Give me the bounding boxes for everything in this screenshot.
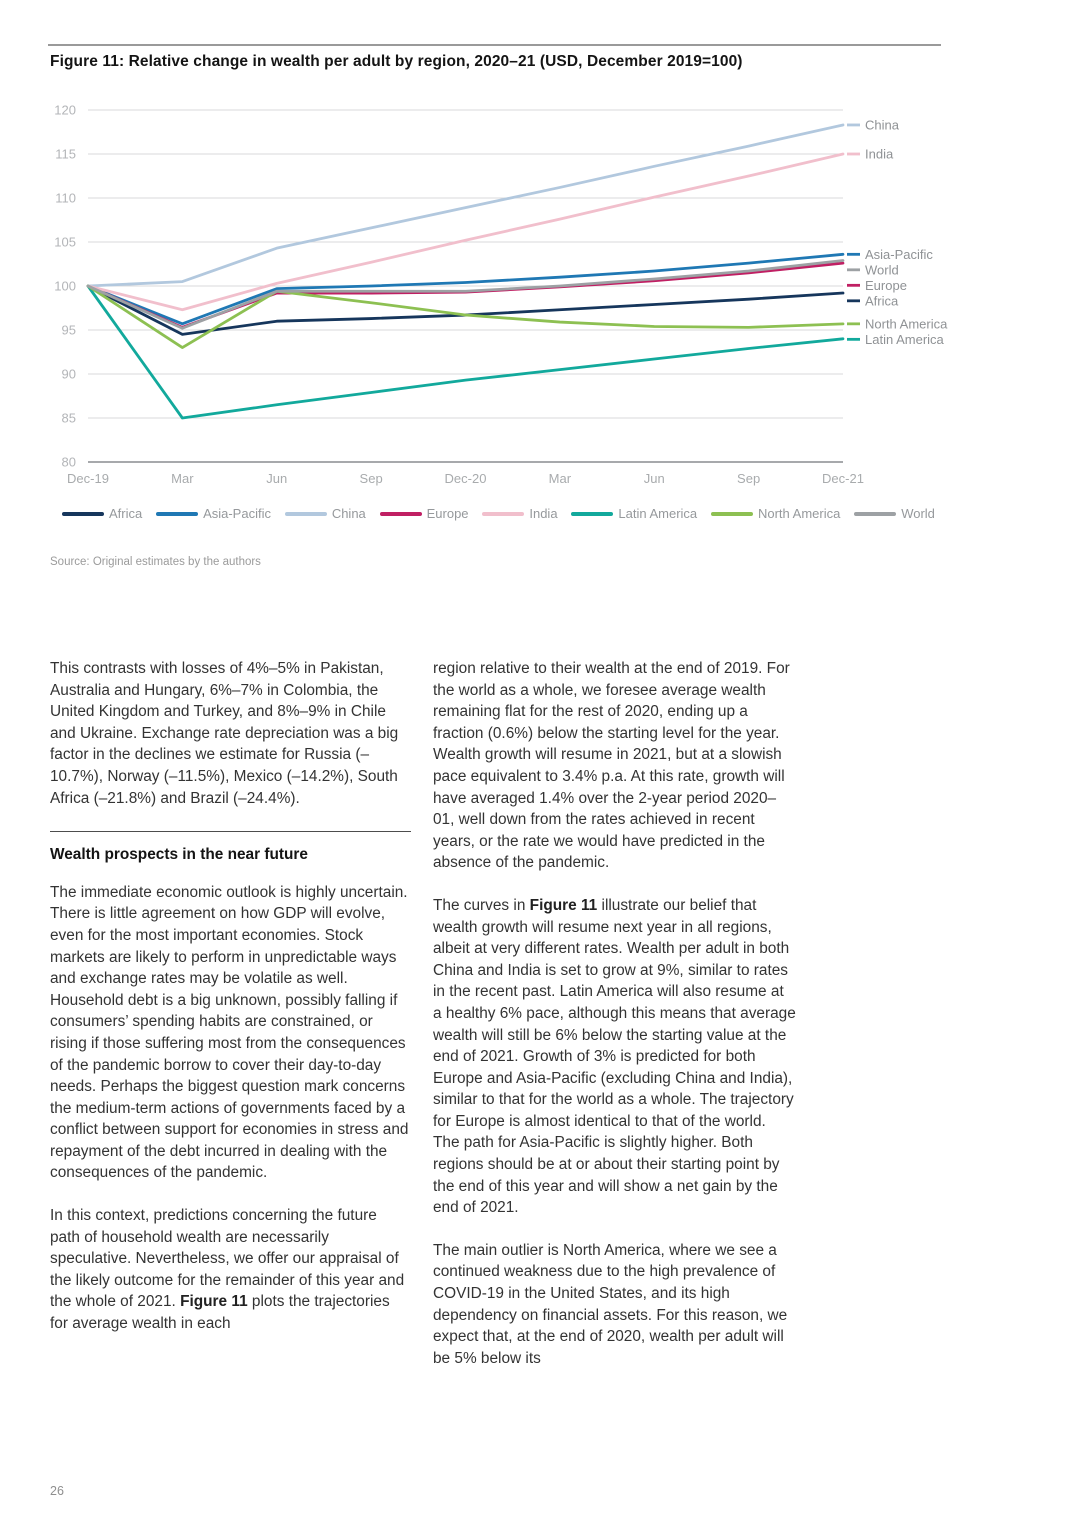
legend-label: China (331, 506, 366, 521)
legend-swatch-europe (380, 512, 422, 516)
line-chart (0, 95, 1080, 550)
legend-swatch-north-america (711, 512, 753, 516)
paragraph-text: region relative to their wealth at the end of 2019. For the world as a whole, we foresee average wealth remaining flat for the rest of 2020, ending up a fraction (0.6%) below the starting level for the year. Wealth growth will resume in 2021, but at a slowish pace equivalent to 3.4% p.a. At this rate, growth will have averaged 1.4% over the 2-year period 2020–01, well down from the rates achieved in recent years, or the rate we would have predicted in the absence of the pandemic. (433, 660, 790, 872)
legend-swatch-china (285, 512, 327, 516)
figure-chart (0, 95, 1080, 550)
paragraph-text: plots the trajectories for average wealth in each (50, 1293, 390, 1333)
series-end-label-china: China (865, 117, 899, 133)
paragraph-text: The immediate economic outlook is highly uncertain. There is little agreement on how GDP will evolve, even for the most important economies. Stock markets are likely to perform in unpredictable ways and exchange rates may be volatile as well. Household debt is a big unknown, possibly falling if consumers’ spending habits are constrained, or rising if those suffering most from the consequences of the pandemic borrow to cover their day-to-day needs. Perhaps the biggest question mark concerns the medium-term actions of governments faced by a conflict between support for economies in stress and repayment of the debt incurred in dealing with the consequences of the pandemic. (50, 883, 409, 1182)
legend-label: Asia-Pacific (203, 506, 271, 521)
series-end-label-north-america: North America (865, 316, 948, 332)
series-end-label-world: World (865, 262, 899, 278)
y-axis-tick-label: 90 (61, 366, 76, 382)
x-axis-tick-label: Dec-19 (67, 471, 109, 486)
figure-title: Figure 11: Relative change in wealth per adult by region, 2020–21 (USD, December 2019=100) (50, 53, 743, 70)
body-right-column (433, 658, 796, 1390)
x-axis-tick-label: Mar (171, 471, 194, 486)
page-number: 26 (50, 1484, 64, 1498)
legend-item-china (285, 506, 366, 521)
x-axis-tick-label: Jun (643, 471, 665, 486)
paragraph-text: The main outlier is North America, where we see a continued weakness due to the high prevalence of COVID-19 in the United States, and its high dependency on financial assets. For this reason, we expect that, at the end of 2020, wealth per adult will be 5% below its (433, 1241, 788, 1367)
legend-label: Europe (426, 506, 469, 521)
x-axis-tick-label: Dec-21 (822, 471, 864, 486)
legend-item-north-america (711, 506, 840, 521)
body-paragraph (433, 895, 796, 1219)
legend-label: India (529, 506, 558, 521)
section-heading: Wealth prospects in the near future (50, 831, 411, 866)
body-paragraph (50, 1205, 411, 1335)
chart-legend (62, 506, 935, 521)
body-paragraph (433, 1240, 796, 1370)
y-axis-tick-label: 120 (54, 102, 76, 118)
y-axis-tick-label: 105 (54, 234, 76, 250)
x-axis-tick-label: Mar (548, 471, 572, 486)
body-left-column (50, 658, 411, 1356)
series-end-label-africa: Africa (865, 293, 899, 309)
legend-swatch-asia-pacific (156, 512, 198, 516)
y-axis-tick-label: 80 (61, 454, 76, 470)
paragraph-text: In this context, predictions concerning the future path of household wealth are necessarily speculative. Nevertheless, we offer our appraisal of the likely outcome for the remainder of this year and the whole of 2021. (50, 1207, 405, 1311)
series-end-label-asia-pacific: Asia-Pacific (865, 246, 933, 262)
legend-label: North America (757, 506, 841, 521)
x-axis-tick-label: Dec-20 (444, 471, 487, 486)
series-end-label-europe: Europe (865, 277, 907, 293)
legend-item-world (854, 506, 935, 521)
figure-top-rule (48, 44, 941, 46)
series-line-asia-pacific (88, 254, 843, 324)
y-axis-tick-label: 115 (55, 146, 76, 162)
legend-swatch-latin-america (571, 512, 613, 516)
legend-item-africa (62, 506, 142, 521)
x-axis-tick-label: Jun (266, 471, 288, 486)
series-end-label-latin-america: Latin America (865, 331, 944, 347)
body-paragraph (50, 658, 411, 809)
source-note: Source: Original estimates by the authors (50, 556, 261, 568)
legend-label: World (901, 506, 935, 521)
legend-item-india (482, 506, 557, 521)
figure-reference: Figure 11 (180, 1293, 248, 1311)
paragraph-text: This contrasts with losses of 4%–5% in Pakistan, Australia and Hungary, 6%–7% in Colombia, the United Kingdom and Turkey, and 8%–9% in Chile and Ukraine. Exchange rate depreciation was a big factor in the declines we estimate for Russia (–10.7%), Norway (–11.5%), Mexico (–14.2%), South Africa (–21.8%) and Brazil (–24.4%). (50, 660, 399, 807)
legend-item-europe (380, 506, 469, 521)
legend-label: Africa (109, 506, 143, 521)
legend-item-asia-pacific (156, 506, 271, 521)
figure-reference: Figure 11 (529, 896, 598, 914)
series-end-label-india: India (865, 146, 894, 162)
series-line-china (88, 125, 843, 286)
paragraph-text: The curves in (433, 896, 530, 914)
y-axis-tick-label: 95 (61, 322, 76, 338)
legend-swatch-africa (62, 512, 104, 516)
body-paragraph (433, 658, 796, 874)
legend-item-latin-america (571, 506, 697, 521)
legend-label: Latin America (618, 506, 698, 521)
y-axis-tick-label: 110 (55, 190, 76, 206)
paragraph-text: illustrate our belief that wealth growth will resume next year in all regions, albeit at very different rates. Wealth per adult in both China and India is set to grow at 9%, similar to rates in the recent past. Latin America will also resume at a healthy 6% pace, although this means that average wealth will still be 6% below the starting value at the end of 2021. Growth of 3% is predicted for both Europe and Asia-Pacific (excluding China and India), similar to that for the world as a whole. The trajectory for Europe is almost identical to that of the world. The path for Asia-Pacific is slightly higher. Both regions should be at or about their starting point by the end of this year and will show a net gain by the end of 2021. (433, 896, 796, 1217)
legend-swatch-world (854, 512, 896, 516)
x-axis-tick-label: Sep (359, 471, 383, 486)
y-axis-tick-label: 85 (61, 410, 76, 426)
y-axis-tick-label: 100 (54, 278, 76, 294)
x-axis-tick-label: Sep (737, 471, 761, 486)
body-paragraph (50, 882, 411, 1184)
legend-swatch-india (482, 512, 524, 516)
